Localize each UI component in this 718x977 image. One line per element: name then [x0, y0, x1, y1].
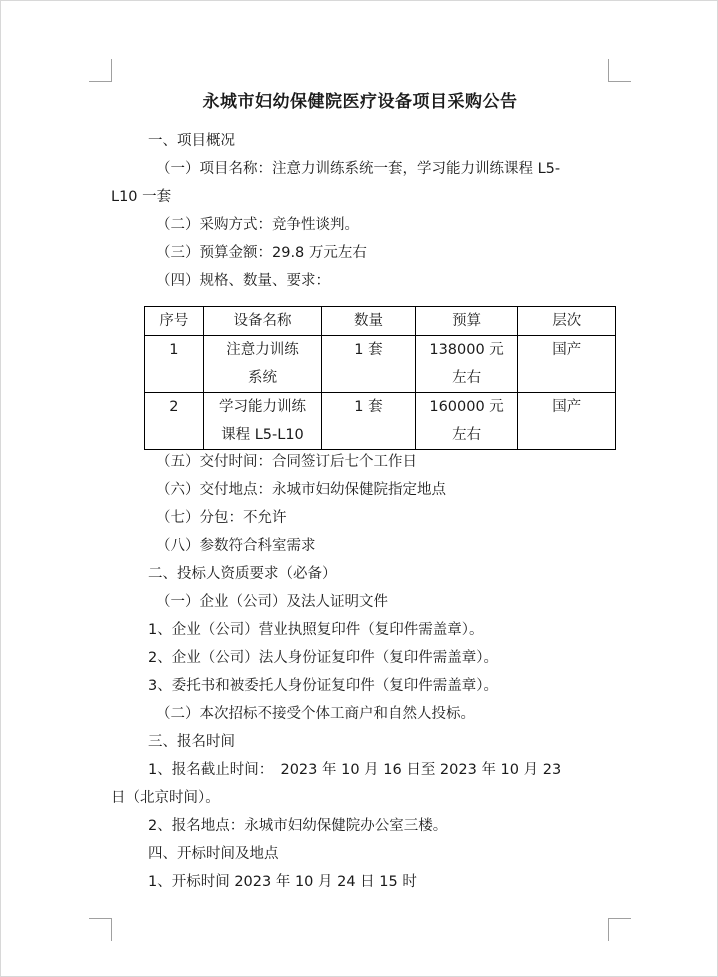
item-budget-amount: （三）预算金额：29.8 万元左右 [156, 245, 367, 261]
header-no: 序号 [145, 307, 204, 336]
item-company-documents: （一）企业（公司）及法人证明文件 [156, 594, 388, 610]
item-project-name-cont: L10 一套 [111, 189, 172, 205]
section-2-heading: 二、投标人资质要求（必备） [148, 566, 337, 582]
header-level: 层次 [518, 307, 616, 336]
cell-budget-line2: 左右 [452, 427, 482, 443]
table-header-row [145, 307, 616, 336]
item-subcontracting: （七）分包：不允许 [156, 510, 287, 526]
cell-name-line1: 注意力训练 [226, 342, 299, 358]
crop-mark-bottom-right [608, 918, 631, 941]
cell-quantity: 1 套 [322, 336, 416, 393]
section-4-heading: 四、开标时间及地点 [148, 846, 279, 862]
cell-budget [415, 393, 518, 450]
cell-no: 1 [145, 336, 204, 393]
item-business-license: 1、企业（公司）营业执照复印件（复印件需盖章）。 [148, 622, 484, 638]
crop-mark-bottom-left [89, 918, 112, 941]
section-3-heading: 三、报名时间 [148, 734, 235, 750]
cell-budget-line2: 左右 [452, 370, 482, 386]
item-project-name: （一）项目名称：注意力训练系统一套，学习能力训练课程 L5- [156, 161, 561, 177]
cell-budget-line1: 138000 元 [429, 342, 504, 358]
table-row [145, 393, 616, 450]
item-registration-deadline-cont: 日（北京时间）。 [111, 790, 220, 806]
item-procurement-method: （二）采购方式：竞争性谈判。 [156, 217, 359, 233]
cell-name-line2: 系统 [247, 370, 277, 386]
document-title: 永城市妇幼保健院医疗设备项目采购公告 [202, 92, 518, 112]
item-specifications: （四）规格、数量、要求： [156, 273, 330, 289]
cell-budget-line1: 160000 元 [429, 399, 504, 415]
specification-table [144, 306, 616, 450]
item-no-individuals: （二）本次招标不接受个体工商户和自然人投标。 [156, 706, 475, 722]
cell-level: 国产 [518, 336, 616, 393]
cell-budget [415, 336, 518, 393]
cell-equipment-name [203, 336, 321, 393]
item-registration-location: 2、报名地点：永城市妇幼保健院办公室三楼。 [148, 818, 448, 834]
cell-name-line1: 学习能力训练 [218, 399, 306, 415]
table-row [145, 336, 616, 393]
cell-name-line2: 课程 L5-L10 [221, 427, 304, 443]
header-budget: 预算 [415, 307, 518, 336]
item-parameters: （八）参数符合科室需求 [156, 538, 316, 554]
item-registration-deadline: 1、报名截止时间： 2023 年 10 月 16 日至 2023 年 10 月 23 [148, 762, 562, 778]
item-opening-time: 1、开标时间 2023 年 10 月 24 日 15 时 [148, 874, 417, 890]
cell-equipment-name [203, 393, 321, 450]
item-delivery-location: （六）交付地点：永城市妇幼保健院指定地点 [156, 482, 446, 498]
item-legal-person-id: 2、企业（公司）法人身份证复印件（复印件需盖章）。 [148, 650, 498, 666]
item-delivery-time: （五）交付时间：合同签订后七个工作日 [156, 454, 417, 470]
header-quantity: 数量 [322, 307, 416, 336]
crop-mark-top-left [89, 59, 112, 82]
section-1-heading: 一、项目概况 [148, 133, 235, 149]
cell-quantity: 1 套 [322, 393, 416, 450]
crop-mark-top-right [608, 59, 631, 82]
header-equipment-name: 设备名称 [203, 307, 321, 336]
item-authorization-letter: 3、委托书和被委托人身份证复印件（复印件需盖章）。 [148, 678, 498, 694]
cell-level: 国产 [518, 393, 616, 450]
cell-no: 2 [145, 393, 204, 450]
